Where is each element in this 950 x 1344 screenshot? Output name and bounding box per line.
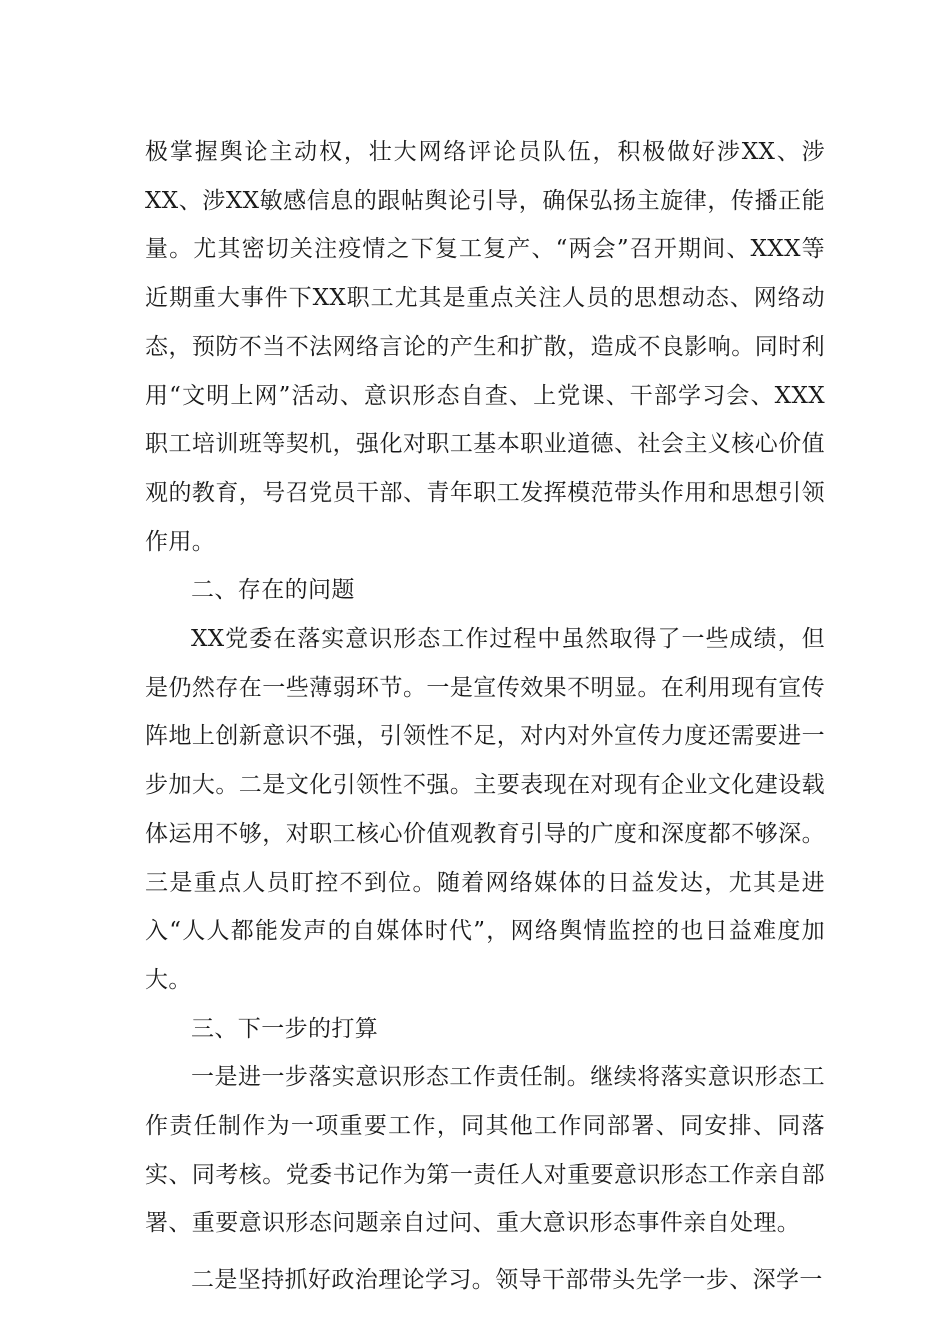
section-heading-next-steps: 三、下一步的打算 <box>191 1015 379 1042</box>
paragraph-responsibility: 一是进一步落实意识形态工作责任制。继续将落实意识形态工作责任制作为一项重要工作，同其他工作同部署、同安排、同落实、同考核。党委书记作为第一责任人对重要意识形态工作亲自部署、重要意识形态问题亲自过问、重大意识形态事件亲自处理。 <box>145 1064 825 1237</box>
section-heading-problems: 二、存在的问题 <box>191 577 355 604</box>
paragraph-problems: XX党委在落实意识形态工作过程中虽然取得了一些成绩，但是仍然存在一些薄弱环节。一是宣传效果不明显。在利用现有宣传阵地上创新意识不强，引领性不足，对内对外宣传力度还需要进一步加大。二是文化引领性不强。主要表现在对现有企业文化建设载体运用不够，对职工核心价值观教育引导的广度和深度都不够深。三是重点人员盯控不到位。随着网络媒体的日益发达，尤其是进入“人人都能发声的自媒体时代”，网络舆情监控的也日益难度加大。 <box>145 626 825 993</box>
document-body <box>145 128 825 1305</box>
paragraph-continuation: 极掌握舆论主动权，壮大网络评论员队伍，积极做好涉XX、涉XX、涉XX敏感信息的跟帖舆论引导，确保弘扬主旋律，传播正能量。尤其密切关注疫情之下复工复产、“两会”召开期间、XXX等近期重大事件下XX职工尤其是重点关注人员的思想动态、网络动态，预防不当不法网络言论的产生和扩散，造成不良影响。同时利用“文明上网”活动、意识形态自查、上党课、干部学习会、XXX职工培训班等契机，强化对职工基本职业道德、社会主义核心价值观的教育，号召党员干部、青年职工发挥模范带头作用和思想引领作用。 <box>145 139 825 555</box>
paragraph-theory-study: 二是坚持抓好政治理论学习。领导干部带头先学一步、深学一 <box>191 1267 823 1294</box>
